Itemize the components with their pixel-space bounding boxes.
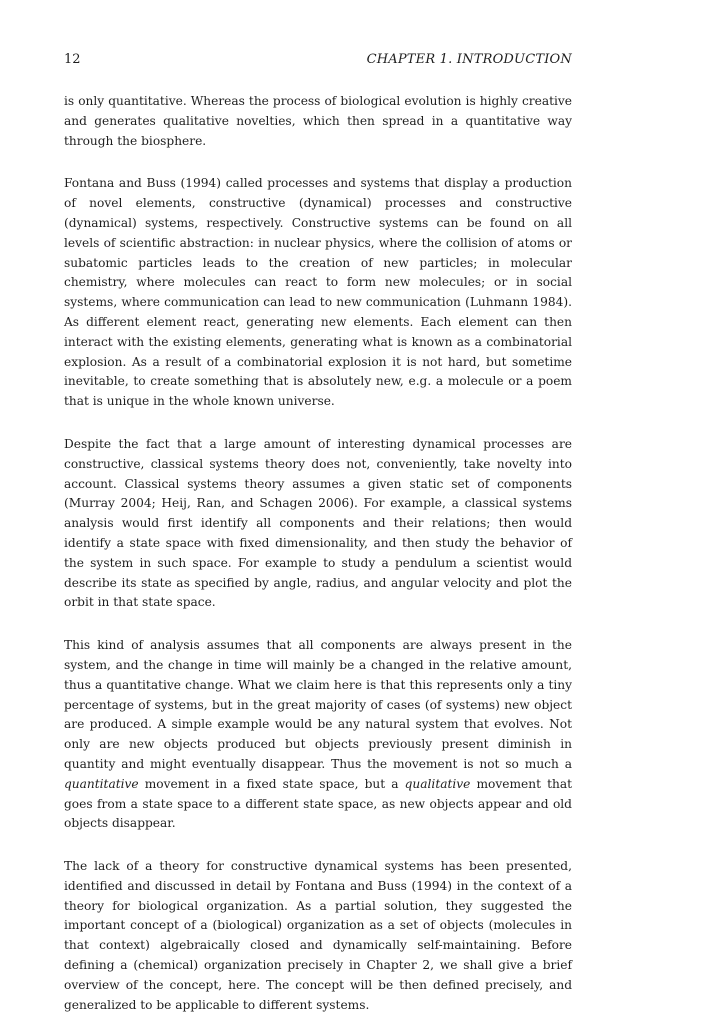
paragraph-3: Despite the fact that a large amount of interesting dynamical processes are constructive, classical systems theory does not, conveniently, take novelty into account. Classical systems theory assumes a given static set of components (Murray 2004; Heij, Ran, and Schagen 2006). For example, a classical systems analysis would first identify all components and their relations; then would identify a state space with fixed dimensionality, and then study the behavior of the system in such space. For example to study a pendulum a scientist would describe its state as specified by angle, radius, and angular velocity and plot the orbit in that state space. (64, 436, 572, 610)
page-number: 12 (64, 52, 81, 67)
running-header (64, 50, 572, 70)
paragraph-4-text-b: movement in a fixed state space, but a (138, 776, 405, 791)
paragraph-2: Fontana and Buss (1994) called processes and systems that display a production of novel elements, constructive (dynamical) processes and constructive (dynamical) systems, respectively. Constructive systems can be found on all levels of scientific abstraction: in nuclear physics, where the collision of atoms or subatomic particles leads to the creation of new particles; in molecular chemistry, where molecules can react to form new molecules; or in social systems, where communication can lead to new communication (Luhmann 1984). As different element react, generating new elements. Each element can then interact with the existing elements, generating what is known as a combinatorial explosion. As a result of a combinatorial explosion it is not hard, but sometime inevitable, to create something that is absolutely new, e.g. a molecule or a poem that is unique in the whole known universe. (64, 176, 572, 409)
paragraph-5: The lack of a theory for constructive dynamical systems has been presented, identified and discussed in detail by Fontana and Buss (1994) in the context of a theory for biological organization. As a partial solution, they suggested the important concept of a (biological) organization as a set of objects (molecules in that context) algebraically closed and dynamically self-maintaining. Before defining a (chemical) organization precisely in Chapter 2, we shall give a brief overview of the concept, here. The concept will be then defined precisely, and generalized to be applicable to different systems. (64, 859, 572, 1012)
paragraph-1: is only quantitative. Whereas the process of biological evolution is highly creative and generates qualitative novelties, which then spread in a quantitative way through the biosphere. (64, 94, 572, 148)
paragraph-4 (64, 636, 572, 834)
paragraph-4-text-c: movement that goes from a state space to a different state space, as new objects appear and old objects disappear. (64, 776, 573, 831)
emphasis-qualitative: qualitative (404, 776, 471, 791)
document-page (64, 50, 572, 1015)
emphasis-quantitative: quantitative (64, 776, 139, 791)
paragraph-4-text-a: This kind of analysis assumes that all components are always present in the system, and the change in time will mainly be a changed in the relative amount, thus a quantitative change. What we claim here is that this represents only a tiny percentage of systems, but in the great majority of cases (of systems) new object are produced. A simple example would be any natural system that evolves. Not only are new objects produced but objects previously present diminish in quantity and might eventually disappear. Thus the movement is not so much a (64, 638, 572, 771)
chapter-title: CHAPTER 1. INTRODUCTION (366, 52, 572, 67)
